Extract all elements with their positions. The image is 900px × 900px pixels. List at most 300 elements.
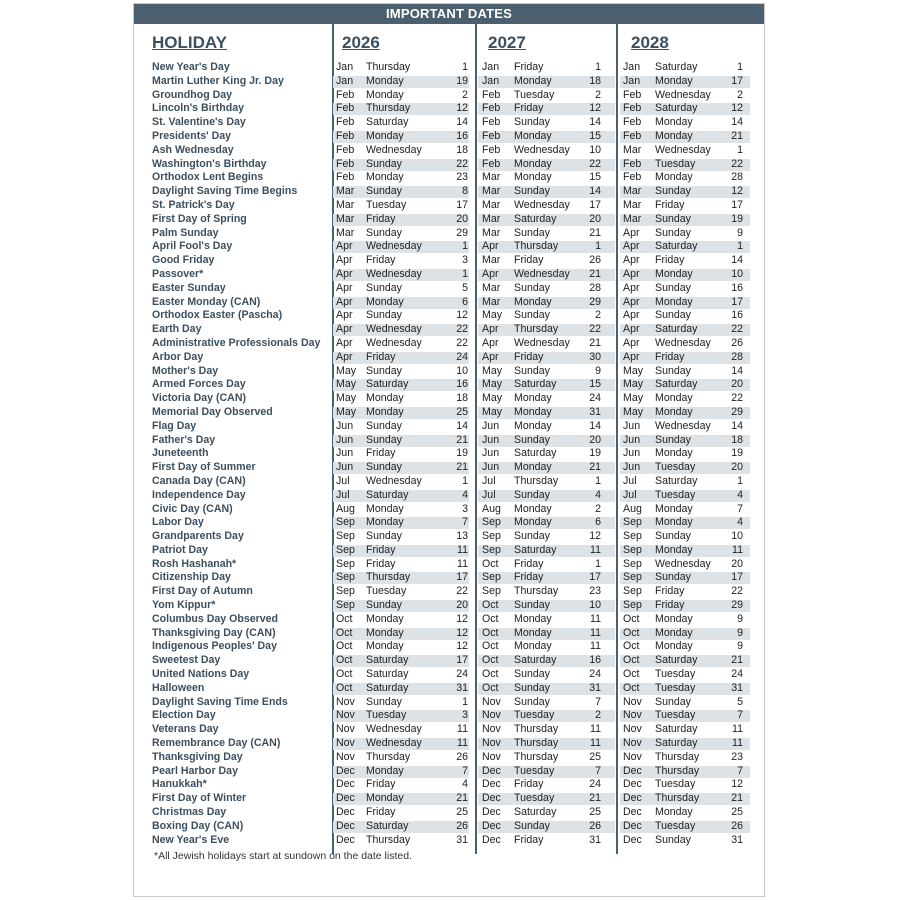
holiday-name: Citizenship Day — [152, 571, 231, 584]
weekday-cell: Monday — [655, 267, 693, 280]
weekday-cell: Tuesday — [514, 792, 555, 805]
table-row — [134, 778, 764, 792]
date-cell: 16 — [456, 378, 468, 391]
date-cell: 7 — [595, 695, 601, 708]
date-cell: 17 — [731, 74, 743, 87]
weekday-cell: Monday — [655, 612, 693, 625]
date-cell: 2 — [595, 709, 601, 722]
table-row — [134, 392, 764, 406]
weekday-cell: Sunday — [366, 364, 402, 377]
month-cell: Jan — [482, 74, 500, 87]
month-cell: Feb — [336, 102, 355, 115]
date-cell: 22 — [731, 585, 743, 598]
holiday-name: Civic Day (CAN) — [152, 502, 233, 515]
date-cell: 12 — [589, 102, 601, 115]
holiday-name: Patriot Day — [152, 543, 208, 556]
date-cell: 1 — [462, 240, 468, 253]
month-cell: Dec — [336, 792, 355, 805]
weekday-cell: Monday — [366, 626, 404, 639]
weekday-cell: Monday — [514, 405, 552, 418]
table-row — [134, 296, 764, 310]
weekday-cell: Sunday — [514, 185, 550, 198]
date-cell: 28 — [731, 350, 743, 363]
date-cell: 25 — [731, 806, 743, 819]
weekday-cell: Monday — [366, 640, 404, 653]
holiday-name: Yom Kippur* — [152, 599, 216, 612]
weekday-cell: Friday — [655, 198, 685, 211]
weekday-cell: Tuesday — [655, 157, 696, 170]
month-cell: Apr — [482, 350, 499, 363]
weekday-cell: Saturday — [655, 737, 698, 750]
table-row — [134, 116, 764, 130]
month-cell: Mar — [623, 143, 642, 156]
month-cell: Sep — [623, 571, 642, 584]
holiday-name: Columbus Day Observed — [152, 612, 278, 625]
date-cell: 12 — [456, 612, 468, 625]
weekday-cell: Tuesday — [655, 819, 696, 832]
month-cell: Oct — [623, 654, 640, 667]
month-cell: Mar — [623, 212, 642, 225]
weekday-cell: Thursday — [655, 750, 700, 763]
date-cell: 7 — [462, 516, 468, 529]
weekday-cell: Friday — [514, 350, 544, 363]
weekday-cell: Thursday — [514, 750, 559, 763]
weekday-cell: Sunday — [366, 695, 402, 708]
table-row — [134, 365, 764, 379]
month-cell: Oct — [482, 681, 499, 694]
weekday-cell: Tuesday — [655, 668, 696, 681]
weekday-cell: Sunday — [655, 530, 691, 543]
month-cell: Jan — [482, 61, 500, 73]
date-cell: 11 — [732, 737, 743, 750]
table-row — [134, 475, 764, 489]
month-cell: Dec — [482, 806, 501, 819]
holiday-name: Martin Luther King Jr. Day — [152, 74, 284, 87]
date-cell: 15 — [589, 129, 601, 142]
weekday-cell: Tuesday — [514, 709, 555, 722]
weekday-cell: Sunday — [655, 833, 691, 846]
holiday-name: Election Day — [152, 709, 216, 722]
weekday-cell: Tuesday — [366, 198, 407, 211]
weekday-cell: Monday — [514, 74, 552, 87]
month-cell: Nov — [336, 709, 355, 722]
month-cell: Oct — [336, 626, 353, 639]
weekday-cell: Tuesday — [655, 681, 696, 694]
weekday-cell: Monday — [514, 502, 552, 515]
date-cell: 12 — [589, 530, 601, 543]
table-row — [134, 282, 764, 296]
month-cell: Sep — [623, 557, 642, 570]
date-cell: 3 — [462, 709, 468, 722]
month-cell: Apr — [482, 323, 499, 336]
date-cell: 12 — [731, 102, 743, 115]
holiday-name: Independence Day — [152, 488, 246, 501]
month-cell: Apr — [336, 323, 353, 336]
month-cell: Dec — [336, 833, 355, 846]
month-cell: Nov — [482, 737, 501, 750]
weekday-cell: Saturday — [514, 447, 557, 460]
month-cell: May — [482, 309, 503, 322]
holiday-name: Good Friday — [152, 254, 215, 267]
table-row — [134, 654, 764, 668]
weekday-cell: Monday — [655, 129, 693, 142]
date-cell: 9 — [737, 626, 743, 639]
month-cell: Jun — [336, 461, 354, 474]
month-cell: Nov — [336, 695, 355, 708]
month-cell: Jun — [623, 419, 641, 432]
month-cell: Nov — [623, 723, 642, 736]
date-cell: 22 — [731, 323, 743, 336]
month-cell: Oct — [336, 612, 353, 625]
month-cell: Mar — [482, 171, 501, 184]
month-cell: Jan — [336, 61, 354, 73]
weekday-cell: Friday — [366, 543, 396, 556]
month-cell: Sep — [623, 585, 642, 598]
date-cell: 21 — [589, 461, 601, 474]
weekday-cell: Friday — [514, 254, 544, 267]
month-cell: May — [482, 405, 503, 418]
holiday-name: First Day of Summer — [152, 461, 256, 474]
holiday-name: Mother's Day — [152, 364, 219, 377]
month-cell: Oct — [623, 640, 640, 653]
date-cell: 4 — [462, 778, 468, 791]
table-row — [134, 447, 764, 461]
weekday-cell: Wednesday — [655, 419, 711, 432]
month-cell: Jul — [623, 488, 637, 501]
month-cell: Oct — [482, 654, 499, 667]
month-cell: Mar — [336, 226, 355, 239]
date-cell: 19 — [456, 447, 468, 460]
dates-table — [134, 61, 764, 847]
weekday-cell: Wednesday — [366, 323, 422, 336]
month-cell: Jan — [623, 61, 641, 73]
weekday-cell: Monday — [655, 447, 693, 460]
weekday-cell: Tuesday — [514, 88, 555, 101]
weekday-cell: Monday — [366, 171, 404, 184]
date-cell: 14 — [589, 185, 601, 198]
date-cell: 21 — [731, 129, 743, 142]
month-cell: Dec — [482, 778, 501, 791]
month-cell: Apr — [336, 267, 353, 280]
month-cell: Apr — [336, 254, 353, 267]
year-2027-heading: 2027 — [488, 33, 526, 52]
month-cell: Sep — [482, 543, 501, 556]
date-cell: 22 — [589, 323, 601, 336]
weekday-cell: Sunday — [655, 364, 691, 377]
date-cell: 3 — [462, 502, 468, 515]
holiday-name: New Year's Day — [152, 61, 230, 73]
weekday-cell: Thursday — [366, 102, 411, 115]
weekday-cell: Sunday — [366, 185, 402, 198]
month-cell: Oct — [623, 626, 640, 639]
weekday-cell: Monday — [366, 792, 404, 805]
weekday-cell: Friday — [366, 447, 396, 460]
weekday-cell: Monday — [366, 129, 404, 142]
weekday-cell: Wednesday — [655, 143, 711, 156]
date-cell: 1 — [737, 240, 743, 253]
holiday-name: St. Patrick's Day — [152, 198, 235, 211]
table-row — [134, 89, 764, 103]
month-cell: Dec — [482, 764, 501, 777]
date-cell: 24 — [456, 668, 468, 681]
weekday-cell: Monday — [514, 392, 552, 405]
table-row — [134, 199, 764, 213]
holiday-name: Orthodox Easter (Pascha) — [152, 309, 283, 322]
weekday-cell: Sunday — [655, 226, 691, 239]
weekday-cell: Wednesday — [514, 267, 570, 280]
month-cell: Aug — [336, 502, 355, 515]
month-cell: Dec — [336, 819, 355, 832]
weekday-cell: Friday — [514, 557, 544, 570]
month-cell: Oct — [623, 681, 640, 694]
weekday-cell: Sunday — [514, 681, 550, 694]
holiday-name: Passover* — [152, 267, 204, 280]
weekday-cell: Saturday — [655, 654, 698, 667]
month-cell: Oct — [482, 557, 499, 570]
month-cell: Nov — [482, 750, 501, 763]
month-cell: Sep — [336, 599, 355, 612]
month-cell: Sep — [482, 571, 501, 584]
date-cell: 26 — [589, 819, 601, 832]
date-cell: 17 — [456, 571, 468, 584]
month-cell: Feb — [482, 157, 501, 170]
table-row — [134, 820, 764, 834]
date-cell: 4 — [462, 488, 468, 501]
weekday-cell: Monday — [514, 461, 552, 474]
weekday-cell: Friday — [366, 778, 396, 791]
date-cell: 20 — [456, 212, 468, 225]
holiday-name: Palm Sunday — [152, 226, 219, 239]
date-cell: 19 — [589, 447, 601, 460]
table-row — [134, 571, 764, 585]
month-cell: Sep — [623, 599, 642, 612]
month-cell: Sep — [336, 530, 355, 543]
month-cell: Feb — [336, 116, 355, 129]
date-cell: 21 — [589, 336, 601, 349]
weekday-cell: Thursday — [514, 737, 559, 750]
date-cell: 1 — [595, 61, 601, 73]
month-cell: Dec — [623, 778, 642, 791]
month-cell: Nov — [623, 695, 642, 708]
month-cell: Mar — [482, 212, 501, 225]
month-cell: Feb — [482, 129, 501, 142]
table-row — [134, 75, 764, 89]
weekday-cell: Wednesday — [514, 198, 570, 211]
month-cell: May — [336, 364, 357, 377]
month-cell: Feb — [336, 143, 355, 156]
weekday-cell: Friday — [514, 102, 544, 115]
date-cell: 17 — [589, 571, 601, 584]
weekday-cell: Monday — [655, 116, 693, 129]
date-cell: 28 — [589, 281, 601, 294]
holiday-name: United Nations Day — [152, 668, 250, 681]
holiday-name: Christmas Day — [152, 806, 227, 819]
date-cell: 7 — [737, 709, 743, 722]
date-cell: 11 — [590, 626, 601, 639]
footnote: *All Jewish holidays start at sundown on the date listed. — [154, 850, 412, 862]
date-cell: 30 — [589, 350, 601, 363]
month-cell: Oct — [336, 654, 353, 667]
month-cell: Jul — [482, 488, 496, 501]
month-cell: Apr — [336, 240, 353, 253]
month-cell: Apr — [336, 350, 353, 363]
month-cell: Jan — [623, 74, 641, 87]
weekday-cell: Saturday — [514, 212, 557, 225]
table-row — [134, 765, 764, 779]
weekday-cell: Friday — [366, 806, 396, 819]
holiday-name: Remembrance Day (CAN) — [152, 737, 281, 750]
date-cell: 31 — [456, 681, 468, 694]
date-cell: 25 — [589, 750, 601, 763]
month-cell: Feb — [482, 88, 501, 101]
table-row — [134, 737, 764, 751]
holiday-name: Arbor Day — [152, 350, 204, 363]
holiday-name: First Day of Autumn — [152, 585, 253, 598]
weekday-cell: Wednesday — [514, 336, 570, 349]
date-cell: 6 — [462, 295, 468, 308]
weekday-cell: Monday — [655, 392, 693, 405]
month-cell: Feb — [336, 129, 355, 142]
weekday-cell: Friday — [655, 350, 685, 363]
table-row — [134, 544, 764, 558]
month-cell: Sep — [482, 530, 501, 543]
date-cell: 16 — [589, 654, 601, 667]
weekday-cell: Monday — [514, 612, 552, 625]
month-cell: Mar — [623, 185, 642, 198]
month-cell: Jul — [482, 474, 496, 487]
date-cell: 1 — [737, 143, 743, 156]
month-cell: Dec — [336, 778, 355, 791]
month-cell: Oct — [482, 668, 499, 681]
table-row — [134, 806, 764, 820]
month-cell: Jun — [482, 433, 500, 446]
weekday-cell: Saturday — [366, 668, 409, 681]
weekday-cell: Friday — [366, 350, 396, 363]
month-cell: Apr — [336, 295, 353, 308]
month-cell: Nov — [623, 709, 642, 722]
date-cell: 25 — [589, 806, 601, 819]
month-cell: Jun — [336, 419, 354, 432]
date-cell: 25 — [456, 405, 468, 418]
table-row — [134, 240, 764, 254]
weekday-cell: Saturday — [655, 61, 698, 73]
weekday-cell: Monday — [366, 502, 404, 515]
weekday-cell: Friday — [366, 254, 396, 267]
date-cell: 24 — [589, 668, 601, 681]
holiday-name: Daylight Saving Time Begins — [152, 185, 298, 198]
date-cell: 14 — [456, 419, 468, 432]
weekday-cell: Tuesday — [655, 778, 696, 791]
date-cell: 11 — [732, 543, 743, 556]
date-cell: 17 — [731, 295, 743, 308]
month-cell: Sep — [336, 557, 355, 570]
weekday-cell: Friday — [514, 833, 544, 846]
date-cell: 14 — [456, 116, 468, 129]
holiday-name: Sweetest Day — [152, 654, 221, 667]
month-cell: Dec — [623, 792, 642, 805]
month-cell: Aug — [482, 502, 501, 515]
holiday-name: First Day of Spring — [152, 212, 247, 225]
date-cell: 1 — [737, 61, 743, 73]
month-cell: Sep — [482, 516, 501, 529]
date-cell: 29 — [731, 405, 743, 418]
table-row — [134, 61, 764, 75]
weekday-cell: Saturday — [366, 378, 409, 391]
holiday-name: Easter Monday (CAN) — [152, 295, 261, 308]
weekday-cell: Tuesday — [655, 488, 696, 501]
weekday-cell: Sunday — [655, 185, 691, 198]
month-cell: Nov — [336, 750, 355, 763]
date-cell: 7 — [595, 764, 601, 777]
date-cell: 23 — [731, 750, 743, 763]
holiday-name: Armed Forces Day — [152, 378, 246, 391]
table-row — [134, 792, 764, 806]
month-cell: Sep — [623, 530, 642, 543]
date-cell: 1 — [462, 61, 468, 73]
table-row — [134, 420, 764, 434]
weekday-cell: Monday — [655, 806, 693, 819]
date-cell: 20 — [589, 212, 601, 225]
date-cell: 11 — [590, 737, 601, 750]
month-cell: Apr — [623, 226, 640, 239]
date-cell: 21 — [456, 433, 468, 446]
date-cell: 12 — [456, 640, 468, 653]
month-cell: May — [623, 405, 644, 418]
table-row — [134, 516, 764, 530]
weekday-cell: Friday — [366, 557, 396, 570]
table-row — [134, 489, 764, 503]
weekday-cell: Thursday — [514, 474, 559, 487]
date-cell: 20 — [456, 599, 468, 612]
table-row — [134, 585, 764, 599]
month-cell: Dec — [623, 764, 642, 777]
month-cell: Feb — [623, 88, 642, 101]
weekday-cell: Friday — [514, 778, 544, 791]
date-cell: 18 — [456, 143, 468, 156]
weekday-cell: Sunday — [655, 281, 691, 294]
weekday-cell: Friday — [655, 585, 685, 598]
weekday-cell: Thursday — [366, 571, 411, 584]
date-cell: 22 — [731, 157, 743, 170]
weekday-cell: Thursday — [655, 764, 700, 777]
table-row — [134, 337, 764, 351]
date-cell: 5 — [737, 695, 743, 708]
month-cell: Dec — [623, 806, 642, 819]
month-cell: Jun — [482, 419, 500, 432]
weekday-cell: Monday — [655, 295, 693, 308]
holiday-heading: HOLIDAY — [152, 33, 227, 52]
date-cell: 2 — [595, 309, 601, 322]
weekday-cell: Sunday — [514, 599, 550, 612]
date-cell: 18 — [589, 74, 601, 87]
month-cell: Sep — [623, 516, 642, 529]
weekday-cell: Monday — [655, 516, 693, 529]
month-cell: Sep — [336, 585, 355, 598]
weekday-cell: Sunday — [514, 668, 550, 681]
month-cell: Dec — [482, 819, 501, 832]
weekday-cell: Friday — [514, 571, 544, 584]
month-cell: Oct — [482, 640, 499, 653]
month-cell: Jun — [623, 433, 641, 446]
weekday-cell: Monday — [366, 764, 404, 777]
month-cell: May — [336, 378, 357, 391]
month-cell: Oct — [482, 626, 499, 639]
month-cell: Jun — [336, 433, 354, 446]
date-cell: 29 — [456, 226, 468, 239]
weekday-cell: Friday — [655, 599, 685, 612]
date-cell: 15 — [589, 378, 601, 391]
weekday-cell: Saturday — [655, 323, 698, 336]
